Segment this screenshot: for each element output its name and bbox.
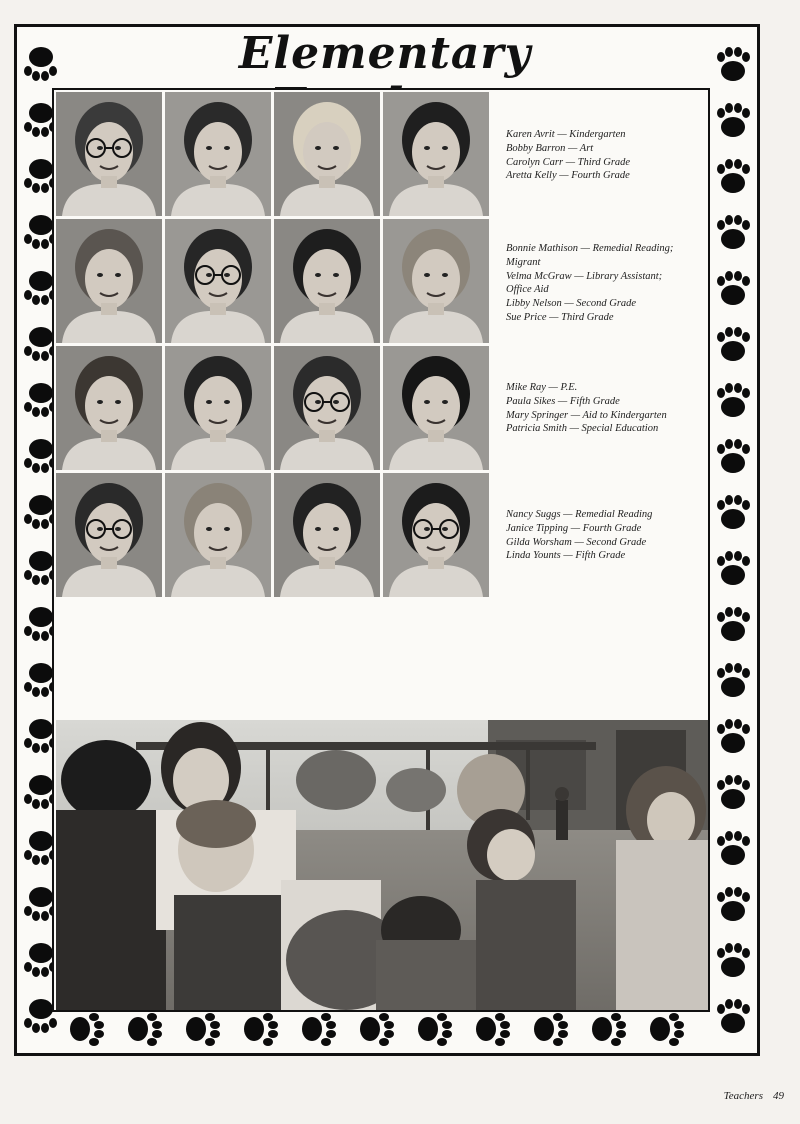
paw-print-icon bbox=[713, 205, 753, 261]
paw-print-icon bbox=[289, 1009, 347, 1049]
paw-print-icon bbox=[115, 1009, 173, 1049]
paw-print-icon bbox=[173, 1009, 231, 1049]
paw-print-icon bbox=[713, 821, 753, 877]
paw-print-icon bbox=[21, 35, 61, 91]
caption-line: Paula Sikes — Fifth Grade bbox=[506, 395, 620, 407]
teacher-portrait bbox=[274, 346, 380, 470]
caption-line: Janice Tipping — Fourth Grade bbox=[506, 522, 642, 534]
caption-line: Bobby Barron — Art bbox=[506, 142, 594, 154]
teacher-portrait bbox=[274, 219, 380, 343]
paw-print-icon bbox=[347, 1009, 405, 1049]
paw-print-icon bbox=[579, 1009, 637, 1049]
paw-print-icon bbox=[713, 933, 753, 989]
paw-print-icon bbox=[713, 37, 753, 93]
teacher-portrait bbox=[274, 92, 380, 216]
paw-print-icon bbox=[713, 261, 753, 317]
paw-print-icon bbox=[463, 1009, 521, 1049]
caption-line: Gilda Worsham — Second Grade bbox=[506, 536, 647, 548]
teacher-portrait bbox=[274, 473, 380, 597]
teacher-portrait bbox=[165, 473, 271, 597]
paw-print-icon bbox=[713, 485, 753, 541]
paw-print-border-right bbox=[713, 37, 753, 1045]
paw-print-icon bbox=[713, 429, 753, 485]
content-panel bbox=[52, 88, 710, 1012]
paw-print-icon bbox=[713, 149, 753, 205]
paw-print-icon bbox=[713, 709, 753, 765]
caption-line: Sue Price — Third Grade bbox=[506, 311, 614, 323]
page-title: Elementary bbox=[238, 28, 532, 79]
paw-print-icon bbox=[57, 1009, 115, 1049]
paw-print-icon bbox=[713, 429, 753, 485]
teacher-portrait bbox=[383, 346, 489, 470]
paw-print-icon bbox=[713, 597, 753, 653]
teacher-portrait bbox=[383, 473, 489, 597]
paw-print-icon bbox=[347, 1009, 405, 1049]
paw-print-icon bbox=[713, 541, 753, 597]
paw-print-icon bbox=[713, 261, 753, 317]
teacher-portrait bbox=[56, 92, 162, 216]
paw-print-icon bbox=[231, 1009, 289, 1049]
paw-print-icon bbox=[463, 1009, 521, 1049]
paw-print-icon bbox=[713, 597, 753, 653]
caption-row-4 bbox=[506, 508, 706, 563]
caption-line: Migrant bbox=[506, 256, 541, 268]
teacher-portrait bbox=[383, 219, 489, 343]
paw-print-icon bbox=[713, 485, 753, 541]
teacher-portrait bbox=[56, 346, 162, 470]
teacher-portrait bbox=[165, 92, 271, 216]
paw-print-icon bbox=[713, 989, 753, 1045]
caption-line: Aretta Kelly — Fourth Grade bbox=[506, 170, 630, 182]
paw-print-icon bbox=[713, 373, 753, 429]
paw-print-icon bbox=[713, 93, 753, 149]
paw-print-icon bbox=[521, 1009, 579, 1049]
paw-print-icon bbox=[713, 205, 753, 261]
teacher-portrait bbox=[383, 92, 489, 216]
paw-print-icon bbox=[713, 933, 753, 989]
caption-line: Nancy Suggs — Remedial Reading bbox=[506, 509, 653, 520]
paw-print-icon bbox=[713, 373, 753, 429]
paw-print-icon bbox=[637, 1009, 695, 1049]
section-label: Teachers bbox=[723, 1090, 763, 1102]
caption-line: Mike Ray — P.E. bbox=[506, 382, 578, 393]
paw-print-icon bbox=[713, 765, 753, 821]
paw-print-icon bbox=[405, 1009, 463, 1049]
paw-print-icon bbox=[21, 35, 61, 91]
caption-line: Carolyn Carr — Third Grade bbox=[506, 156, 631, 168]
caption-row-3 bbox=[506, 381, 706, 436]
teacher-portrait bbox=[165, 219, 271, 343]
caption-row-1 bbox=[506, 128, 706, 183]
paw-print-icon bbox=[57, 1009, 115, 1049]
paw-print-icon bbox=[231, 1009, 289, 1049]
caption-line: Patricia Smith — Special Education bbox=[506, 423, 659, 435]
paw-print-icon bbox=[405, 1009, 463, 1049]
paw-print-icon bbox=[579, 1009, 637, 1049]
caption-line: Mary Springer — Aid to Kindergarten bbox=[506, 409, 667, 421]
paw-print-icon bbox=[713, 653, 753, 709]
paw-print-icon bbox=[713, 653, 753, 709]
paw-print-icon bbox=[713, 989, 753, 1045]
paw-print-icon bbox=[713, 37, 753, 93]
teacher-portrait bbox=[165, 346, 271, 470]
paw-print-icon bbox=[115, 1009, 173, 1049]
paw-print-icon bbox=[173, 1009, 231, 1049]
paw-print-icon bbox=[713, 709, 753, 765]
teacher-portrait bbox=[56, 473, 162, 597]
caption-line: Linda Younts — Fifth Grade bbox=[506, 550, 626, 562]
caption-line: Velma McGraw — Library Assistant; bbox=[506, 270, 663, 282]
paw-print-icon bbox=[713, 93, 753, 149]
page-footer bbox=[724, 1090, 784, 1102]
portrait-grid bbox=[56, 92, 490, 596]
paw-print-border-bottom bbox=[57, 1009, 695, 1049]
children-playing-photo bbox=[56, 720, 708, 1010]
paw-print-icon bbox=[289, 1009, 347, 1049]
paw-print-icon bbox=[713, 317, 753, 373]
paw-print-icon bbox=[521, 1009, 579, 1049]
paw-print-icon bbox=[713, 877, 753, 933]
caption-line: Bonnie Mathison — Remedial Reading; bbox=[506, 243, 674, 254]
caption-line: Libby Nelson — Second Grade bbox=[506, 298, 637, 310]
paw-print-icon bbox=[713, 765, 753, 821]
children-playing-illustration bbox=[56, 720, 708, 1010]
teacher-portrait bbox=[56, 219, 162, 343]
caption-line: Office Aid bbox=[506, 284, 549, 296]
paw-print-icon bbox=[713, 149, 753, 205]
paw-print-icon bbox=[637, 1009, 695, 1049]
paw-print-icon bbox=[713, 541, 753, 597]
caption-row-2 bbox=[506, 242, 706, 325]
page-number: 49 bbox=[773, 1090, 784, 1102]
paw-print-icon bbox=[713, 877, 753, 933]
paw-print-icon bbox=[713, 317, 753, 373]
paw-print-icon bbox=[713, 821, 753, 877]
caption-line: Karen Avrit — Kindergarten bbox=[506, 129, 626, 140]
